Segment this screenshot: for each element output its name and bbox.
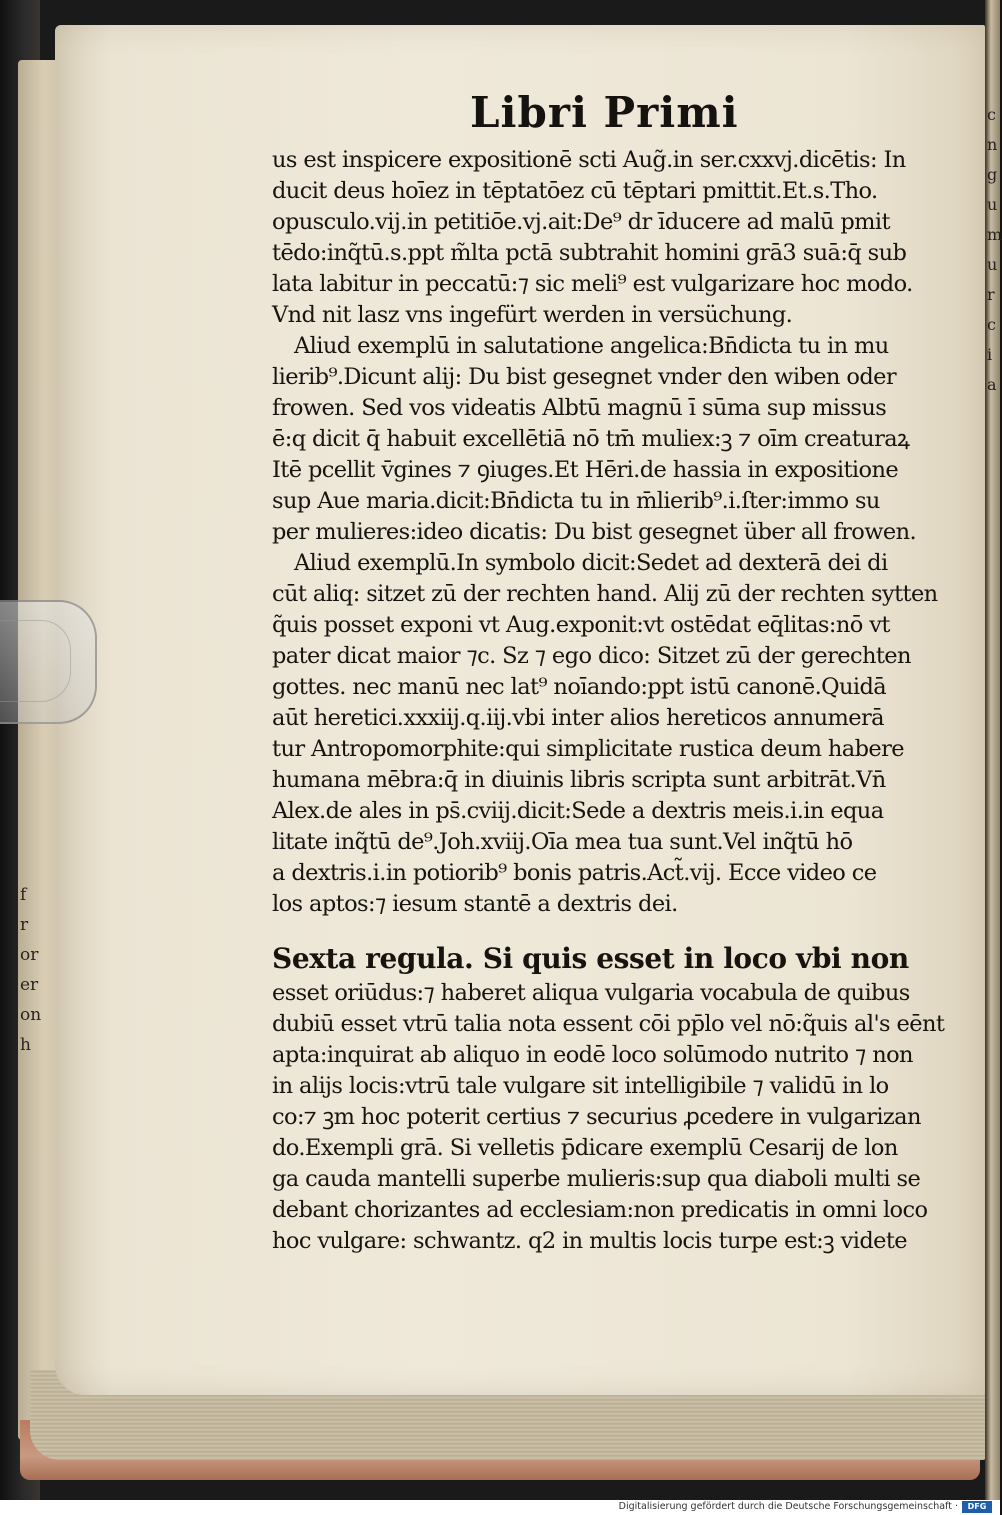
previous-page-fragment: f r or er on h — [20, 885, 42, 1055]
text-line: opusculo.vij.in petitiōe.vj.ait:De⁹ dr īducere ad malū pmit — [272, 209, 890, 235]
text-line: aūt heretici.xxxiij.q.iij.vbi inter alios hereticos annumerā — [272, 705, 884, 731]
dfg-logo: DFG — [962, 1501, 992, 1513]
section-heading: Sexta regula. Si quis esset in loco vbi non — [272, 942, 909, 975]
text-line: dubiū esset vtrū talia nota essent cōi pp̄lo vel nō:q̃uis al's eēnt — [272, 1011, 945, 1037]
text-line: debant chorizantes ad ecclesiam:non predicatis in omni loco — [272, 1197, 928, 1223]
text-line: tēdo:inq̃tū.s.ppt m̃lta pctā subtrahit homini grā3 suā:q̄ sub — [272, 240, 907, 266]
text-line: lata labitur in peccatū:⁊ sic meli⁹ est vulgarizare hoc modo. — [272, 271, 913, 297]
text-line: a dextris.i.in potiorib⁹ bonis patris.Act̃.vij. Ecce video ce — [272, 860, 877, 886]
text-line: litate inq̃tū de⁹.Joh.xviij.Oīa mea tua sunt.Vel inq̃tū hō — [272, 829, 853, 855]
text-line: Vnd nit lasz vns ingefürt werden in versüchung. — [272, 302, 793, 328]
body-paragraphs — [272, 145, 938, 920]
next-page-fragment: c n g u m u r c i a — [987, 105, 1002, 394]
text-line: hoc vulgare: schwantz. q2 in multis locis turpe est:ꝫ videte — [272, 1228, 907, 1254]
text-line: ga cauda mantelli superbe mulieris:sup qua diaboli multi se — [272, 1166, 921, 1192]
text-block — [272, 145, 945, 1257]
text-line: lierib⁹.Dicunt alij: Du bist gesegnet vnder den wiben oder — [272, 364, 896, 390]
text-line: humana mēbra:q̄ in diuinis libris scripta sunt arbitrāt.Vn̄ — [272, 767, 886, 793]
text-line: ducit deus hoīez in tēptatōez cū tēptari pmittit.Et.s.Tho. — [272, 178, 878, 204]
text-line: cūt aliq: sitzet zū der rechten hand. Alij zū der rechten sytten — [272, 581, 938, 607]
footer-credit: Digitalisierung gefördert durch die Deutsche Forschungsgemeinschaft · — [618, 1501, 958, 1512]
text-line: ē:q dicit q̄ habuit excellētiā nō tm̄ muliex:ꝫ ⁊ oīm creaturaꝝ — [272, 426, 910, 452]
text-line: do.Exempli grā. Si velletis p̄dicare exemplū Cesarij de lon — [272, 1135, 898, 1161]
text-line: esset oriūdus:⁊ haberet aliqua vulgaria vocabula de quibus — [272, 980, 910, 1006]
text-line: tur Antropomorphite:qui simplicitate rustica deum habere — [272, 736, 905, 762]
section-paragraph — [272, 978, 945, 1257]
text-line: Itē pcellit v̄gines ⁊ ꝯiuges.Et Hēri.de hassia in expositione — [272, 457, 899, 483]
section-gap — [272, 920, 912, 940]
text-line: apta:inquirat ab aliquo in eodē loco solūmodo nutrito ⁊ non — [272, 1042, 913, 1068]
text-line: Aliud exemplū.In symbolo dicit:Sedet ad dexterā dei di — [294, 550, 888, 576]
text-line: co:⁊ ꝫm hoc poterit certius ⁊ securius ꝓcedere in vulgarizan — [272, 1104, 921, 1130]
text-line: Aliud exemplū in salutatione angelica:Bn̄dicta tu in mu — [294, 333, 889, 359]
text-line: us est inspicere expositionē scti Aug̃.in ser.cxxvj.dicētis: In — [272, 147, 906, 173]
running-header: Libri Primi — [470, 88, 739, 137]
text-line: los aptos:⁊ iesum stantē a dextris dei. — [272, 891, 678, 917]
text-line: per mulieres:ideo dicatis: Du bist gesegnet über all frowen. — [272, 519, 917, 545]
text-line: frowen. Sed vos videatis Albtū magnū ī sūma sup missus — [272, 395, 887, 421]
text-line: sup Aue maria.dicit:Bn̄dicta tu in m̄lierib⁹.i.ſter:immo su — [272, 488, 880, 514]
text-line: q̃uis posset exponi vt Aug.exponit:vt ostēdat eq̄litas:nō vt — [272, 612, 890, 638]
page-holder-clip-inner — [0, 620, 71, 702]
text-line: in alijs locis:vtrū tale vulgare sit intelligibile ⁊ validū in lo — [272, 1073, 889, 1099]
text-line: Alex.de ales in ps̄.cviij.dicit:Sede a dextris meis.i.in equa — [272, 798, 884, 824]
text-line: pater dicat maior ⁊c. Sz ⁊ ego dico: Sitzet zū der gerechten — [272, 643, 911, 669]
text-line: gottes. nec manū nec lat⁹ noīando:ppt istū canonē.Quidā — [272, 674, 887, 700]
